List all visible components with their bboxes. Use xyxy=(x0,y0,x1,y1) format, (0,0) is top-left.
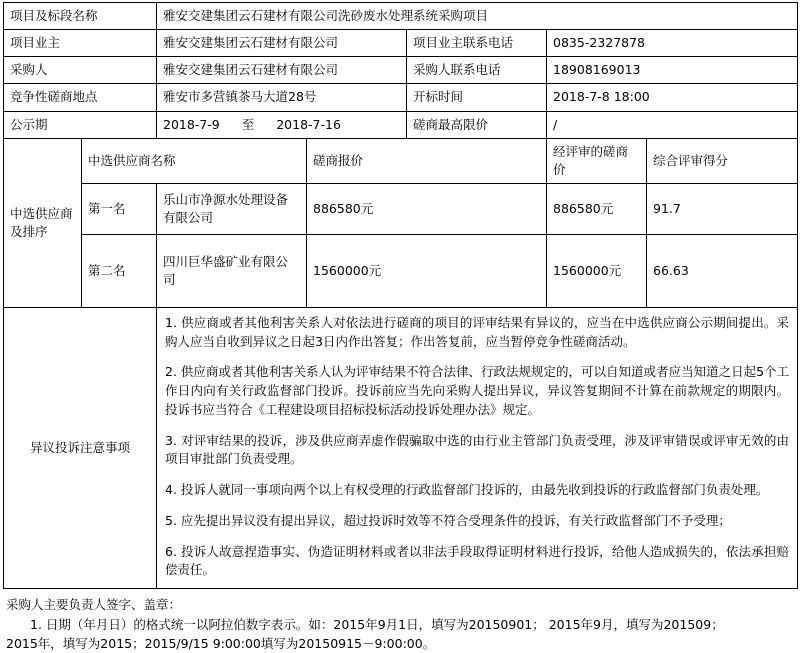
publicity-start: 2018-7-9 xyxy=(163,116,220,132)
supplier-rank-1: 第一名 xyxy=(82,183,157,234)
objection-item-5: 5. 应先提出异议没有提出异议，超过投诉时效等不符合受理条件的投诉，有关行政监督部门不予受理； xyxy=(165,512,731,528)
purchaser-value: 雅安交建集团云石建材有限公司 xyxy=(157,57,407,84)
supplier-name-2: 四川巨华盛矿业有限公司 xyxy=(157,234,307,307)
announcement-table xyxy=(3,2,798,589)
purchaser-contact-label: 采购人联系电话 xyxy=(407,57,547,84)
objection-item-2: 2. 供应商或者其他利害关系人认为评审结果不符合法律、行政法规规定的，可以自知道或者应当知道之日起5个工作日内向有关行政监督部门投诉。投诉前应当先向采购人提出异议，异议答复期间不计算在前款规定的期限内。投诉书应当符合《工程建设项目招标投标活动投诉处理办法》规定。 xyxy=(165,364,790,417)
table-row-project-name xyxy=(4,3,798,30)
supplier-rank-2: 第二名 xyxy=(82,234,157,307)
supplier-quote-1: 886580元 xyxy=(307,183,547,234)
objection-notes xyxy=(157,307,798,588)
supplier-column-reviewed-price: 经评审的磋商价 xyxy=(547,138,647,183)
purchaser-contact-value: 18908169013 xyxy=(547,57,798,84)
supplier-column-score: 综合评审得分 xyxy=(647,138,798,183)
owner-value: 雅安交建集团云石建材有限公司 xyxy=(157,30,407,57)
footer-note-1: 1. 日期（年月日）的格式统一以阿拉伯数字表示。如：2015年9月1日，填写为20150901； 2015年9月，填写为201509； xyxy=(30,616,724,632)
supplier-rank-header: 中选供应商及排序 xyxy=(4,138,82,307)
publicity-period xyxy=(157,111,407,138)
table-row-supplier-header xyxy=(4,138,798,183)
objection-item-3: 3. 对评审结果的投诉，涉及供应商弄虚作假骗取中选的由行业主管部门负责受理，涉及评审错误或评审无效的由项目审批部门负责受理。 xyxy=(165,432,790,467)
supplier-column-quote: 磋商报价 xyxy=(307,138,547,183)
objection-item-4: 4. 投诉人就同一事项向两个以上有权受理的行政监督部门投诉的，由最先收到投诉的行政监督部门负责处理。 xyxy=(165,482,769,498)
open-time-label: 开标时间 xyxy=(407,84,547,111)
publicity-to: 至 xyxy=(241,116,255,132)
objection-notes-list xyxy=(163,312,791,584)
table-row-supplier-2 xyxy=(4,234,798,307)
objection-label: 异议投诉注意事项 xyxy=(4,307,157,588)
publicity-label: 公示期 xyxy=(4,111,157,138)
objection-item-6: 6. 投诉人故意捏造事实、伪造证明材料或者以非法手段取得证明材料进行投诉，给他人造成损失的，依法承担赔偿责任。 xyxy=(165,543,790,578)
document-sheet xyxy=(0,2,800,653)
purchaser-label: 采购人 xyxy=(4,57,157,84)
supplier-name-1: 乐山市净源水处理设备有限公司 xyxy=(157,183,307,234)
open-time-value: 2018-7-8 18:00 xyxy=(547,84,798,111)
project-name-value: 雅安交建集团云石建材有限公司洗砂废水处理系统采购项目 xyxy=(157,3,798,30)
table-row-objection xyxy=(4,307,798,588)
footer-notes xyxy=(6,595,800,653)
table-row-supplier-1 xyxy=(4,183,798,234)
negotiation-place-label: 竞争性磋商地点 xyxy=(4,84,157,111)
signature-line: 采购人主要负责人签字、盖章： xyxy=(6,597,182,613)
footer-note-2: 2015年，填写为2015；2015/9/15 9:00:00填写为20150915－9:00:00。 xyxy=(6,635,436,651)
supplier-quote-2: 1560000元 xyxy=(307,234,547,307)
max-price-label: 磋商最高限价 xyxy=(407,111,547,138)
table-row-negotiation-place xyxy=(4,84,798,111)
table-row-publicity xyxy=(4,111,798,138)
supplier-column-name: 中选供应商名称 xyxy=(82,138,307,183)
owner-contact-value: 0835-2327878 xyxy=(547,30,798,57)
negotiation-place-value: 雅安市多营镇茶马大道28号 xyxy=(157,84,407,111)
objection-item-1: 1. 供应商或者其他利害关系人对依法进行磋商的项目的评审结果有异议的，应当在中选供应商公示期间提出。采购人应当自收到异议之日起3日内作出答复；作出答复前，应当暂停竞争性磋商活动。 xyxy=(165,314,790,349)
supplier-score-2: 66.63 xyxy=(647,234,798,307)
table-row-owner xyxy=(4,30,798,57)
supplier-reviewed-price-2: 1560000元 xyxy=(547,234,647,307)
max-price-value: / xyxy=(547,111,798,138)
owner-label: 项目业主 xyxy=(4,30,157,57)
table-row-purchaser xyxy=(4,57,798,84)
owner-contact-label: 项目业主联系电话 xyxy=(407,30,547,57)
supplier-score-1: 91.7 xyxy=(647,183,798,234)
publicity-end: 2018-7-16 xyxy=(276,116,341,132)
project-name-label: 项目及标段名称 xyxy=(4,3,157,30)
supplier-reviewed-price-1: 886580元 xyxy=(547,183,647,234)
